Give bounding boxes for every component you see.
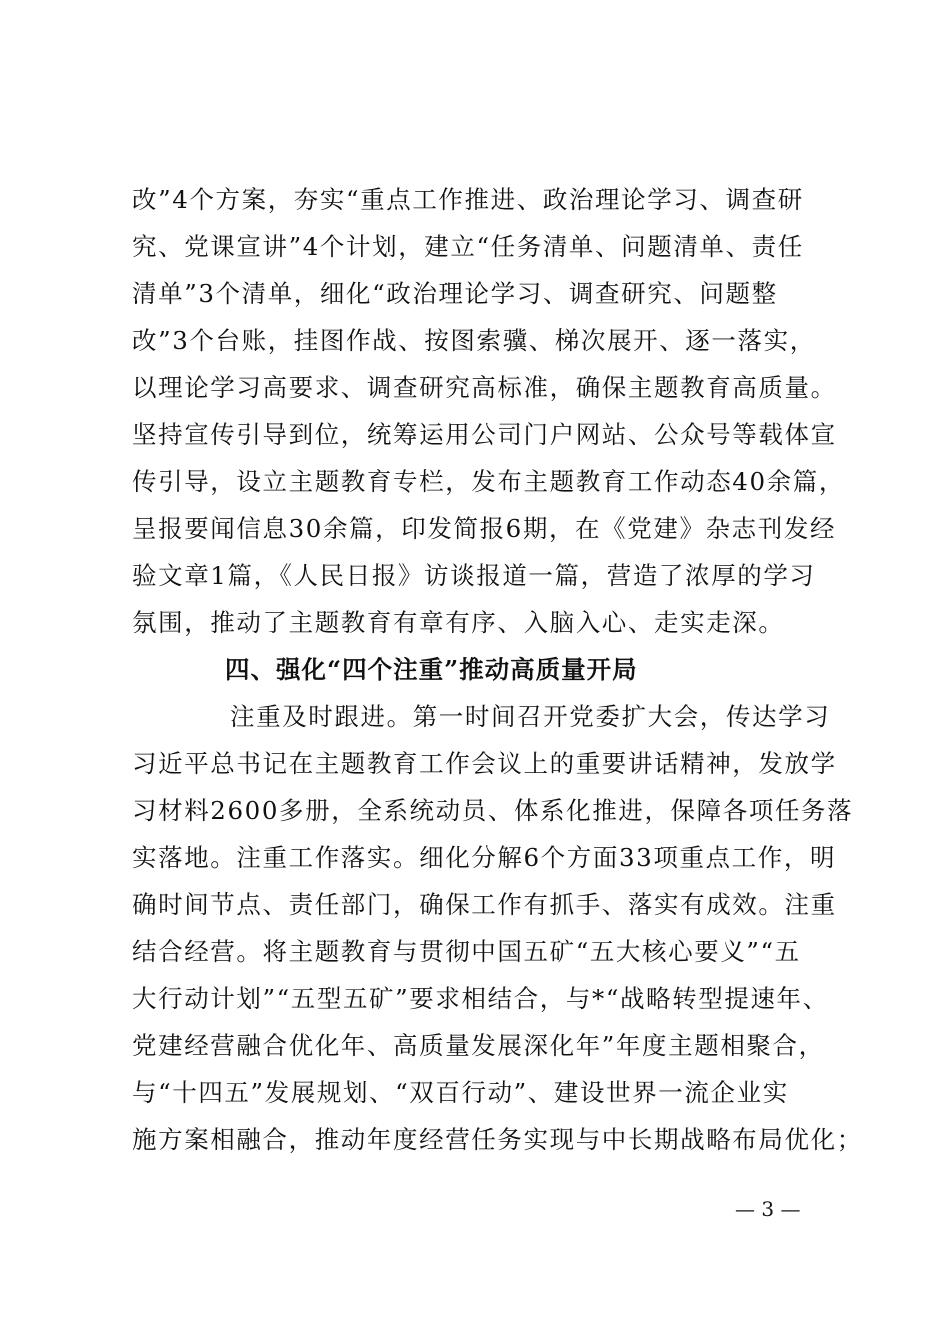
paragraph-line: 改”3个台账，挂图作战、按图索骥、梯次展开、逐一落实， — [132, 326, 816, 355]
paragraph-line: 验文章1篇，《人民日报》访谈报道一篇，营造了浓厚的学习 — [132, 561, 816, 590]
paragraph-line: 确时间节点、责任部门，确保工作有抓手、落实有成效。注重 — [132, 890, 837, 919]
paragraph-line: 究、党课宣讲”4个计划，建立“任务清单、问题清单、责任 — [132, 232, 804, 261]
paragraph-line: 实落地。注重工作落实。细化分解6个方面33项重点工作，明 — [132, 843, 837, 872]
paragraph-line: 大行动计划”“五型五矿”要求相结合，与*“战略转型提速年、 — [132, 984, 829, 1013]
paragraph-line: 清单”3个清单，细化“政治理论学习、调查研究、问题整 — [132, 279, 778, 308]
paragraph-line: 氛围，推动了主题教育有章有序、入脑入心、走实走深。 — [132, 608, 785, 637]
page-number: — 3 — — [735, 1197, 801, 1221]
paragraph-first-line: 注重及时跟进。第一时间召开党委扩大会，传达学习 — [230, 702, 831, 731]
paragraph-line: 传引导，设立主题教育专栏，发布主题教育工作动态40余篇， — [132, 467, 845, 496]
paragraph-line: 以理论学习高要求、调查研究高标准，确保主题教育高质量。 — [132, 373, 837, 402]
paragraph-line: 结合经营。将主题教育与贯彻中国五矿“五大核心要义”“五 — [132, 937, 801, 966]
paragraph-line: 党建经营融合优化年、高质量发展深化年”年度主题相聚合， — [132, 1031, 825, 1060]
section-heading: 四、强化“四个注重”推动高质量开局 — [225, 655, 638, 684]
paragraph-line: 呈报要闻信息30余篇，印发简报6期，在《党建》杂志刊发经 — [132, 514, 837, 543]
paragraph-line: 习材料2600多册，全系统动员、体系化推进，保障各项任务落 — [132, 796, 854, 825]
paragraph-line: 习近平总书记在主题教育工作会议上的重要讲话精神，发放学 — [132, 749, 837, 778]
paragraph-line: 与“十四五”发展规划、“双百行动”、建设世界一流企业实 — [132, 1078, 789, 1107]
paragraph-line: 施方案相融合，推动年度经营任务实现与中长期战略布局优化； — [132, 1125, 863, 1154]
paragraph-line: 改”4个方案，夯实“重点工作推进、政治理论学习、调查研 — [132, 185, 804, 214]
paragraph-line: 坚持宣传引导到位，统筹运用公司门户网站、公众号等载体宣 — [132, 420, 837, 449]
